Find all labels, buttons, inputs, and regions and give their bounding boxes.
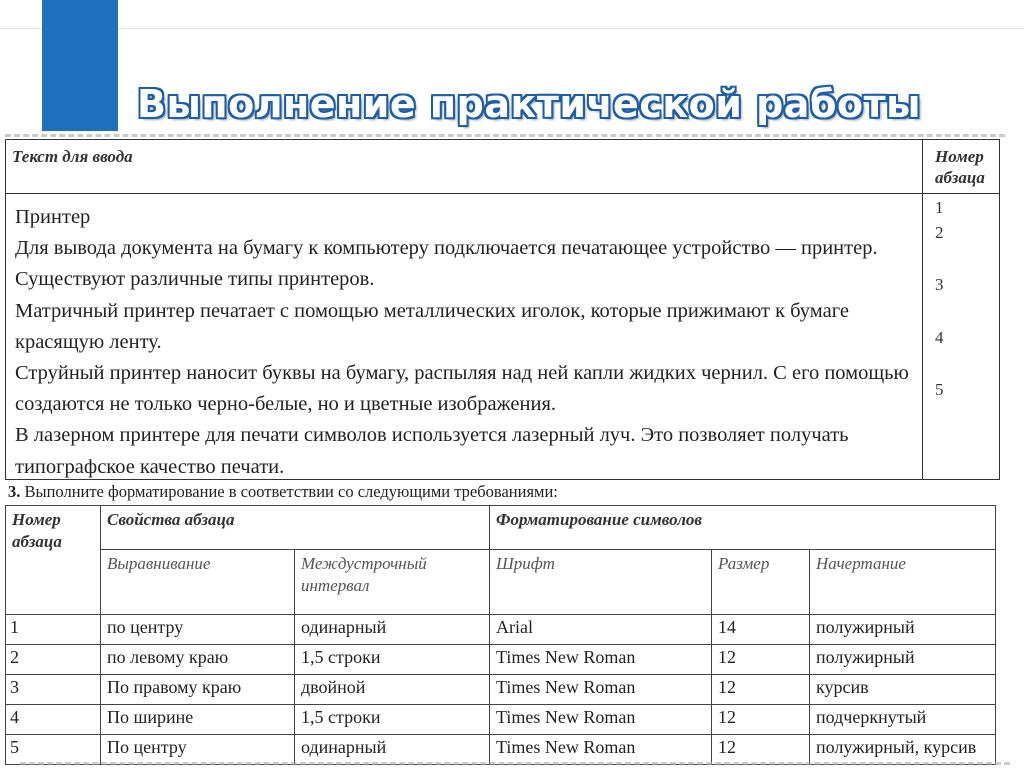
group-paragraph-properties: Свойства абзаца <box>101 506 490 550</box>
row-size: 12 <box>712 704 810 734</box>
paragraph-number-4: 4 <box>935 328 944 347</box>
row-style: полужирный <box>810 644 996 674</box>
row-style: полужирный, курсив <box>810 734 996 764</box>
row-size: 12 <box>712 734 810 764</box>
accent-bar <box>42 0 118 131</box>
task-number: 3. <box>8 482 21 501</box>
row-spacing: 1,5 строки <box>295 644 490 674</box>
row-style: подчеркнутый <box>810 704 996 734</box>
row-align: По центру <box>101 734 295 764</box>
input-text-header-cell <box>6 140 923 194</box>
top-divider <box>0 28 1024 29</box>
col-paragraph-number: Номер абзаца <box>6 506 101 615</box>
col-size: Размер <box>712 549 810 614</box>
table-row <box>6 614 996 644</box>
task-instruction <box>8 482 558 502</box>
row-num: 2 <box>6 644 101 674</box>
col-line-spacing: Междустрочный интервал <box>295 549 490 614</box>
row-spacing: одинарный <box>295 734 490 764</box>
paragraph-4: Струйный принтер наносит буквы на бумагу, распыляя над ней капли жидких чернил. С его помощью создаются не только черно-белые, но и цветные изображения. <box>15 362 909 416</box>
paragraph-1: Принтер <box>15 206 91 228</box>
row-size: 14 <box>712 614 810 644</box>
paragraph-number-3: 3 <box>935 275 944 294</box>
row-size: 12 <box>712 644 810 674</box>
paragraph-3: Матричный принтер печатает с помощью металлических иголок, которые прижимают к бумаге красящую ленту. <box>15 299 849 353</box>
row-num: 5 <box>6 734 101 764</box>
table-row <box>6 734 996 764</box>
row-font: Times New Roman <box>490 674 712 704</box>
clipped-text-line-bottom <box>20 762 1010 770</box>
row-spacing: одинарный <box>295 614 490 644</box>
paragraph-number-header: Номер абзаца <box>935 147 985 187</box>
row-num: 3 <box>6 674 101 704</box>
slide-title: Выполнение практической работы <box>137 82 921 126</box>
row-num: 4 <box>6 704 101 734</box>
row-style: полужирный <box>810 614 996 644</box>
input-text-header: Текст для ввода <box>12 147 133 166</box>
paragraph-5: В лазерном принтере для печати символов используется лазерный луч. Это позволяет получать типографское качество печати. <box>15 424 849 478</box>
row-font: Times New Roman <box>490 704 712 734</box>
row-spacing: двойной <box>295 674 490 704</box>
paragraph-number-header-cell <box>923 140 999 194</box>
row-style: курсив <box>810 674 996 704</box>
row-align: по левому краю <box>101 644 295 674</box>
row-size: 12 <box>712 674 810 704</box>
row-align: По правому краю <box>101 674 295 704</box>
input-text-content <box>15 202 915 483</box>
paragraph-2: Для вывода документа на бумагу к компьютеру подключается печатающее устройство — принтер. Существуют различные типы принтеров. <box>15 237 878 291</box>
row-num: 1 <box>6 614 101 644</box>
table-row <box>6 704 996 734</box>
row-font: Times New Roman <box>490 734 712 764</box>
row-align: По ширине <box>101 704 295 734</box>
paragraph-number-2: 2 <box>935 223 944 242</box>
col-alignment: Выравнивание <box>101 549 295 614</box>
task-text: Выполните форматирование в соответствии со следующими требованиями: <box>24 482 558 501</box>
formatting-table <box>5 505 996 765</box>
col-font: Шрифт <box>490 549 712 614</box>
clipped-text-line <box>5 126 1005 137</box>
table-row <box>6 674 996 704</box>
table-row <box>6 644 996 674</box>
col-style: Начертание <box>810 549 996 614</box>
row-font: Times New Roman <box>490 644 712 674</box>
row-align: по центру <box>101 614 295 644</box>
input-text-body <box>6 194 923 479</box>
input-text-table <box>5 139 1000 480</box>
row-spacing: 1,5 строки <box>295 704 490 734</box>
paragraph-number-5: 5 <box>935 380 944 399</box>
paragraph-number-1: 1 <box>935 198 944 217</box>
group-character-formatting: Форматирование символов <box>490 506 996 550</box>
row-font: Arial <box>490 614 712 644</box>
